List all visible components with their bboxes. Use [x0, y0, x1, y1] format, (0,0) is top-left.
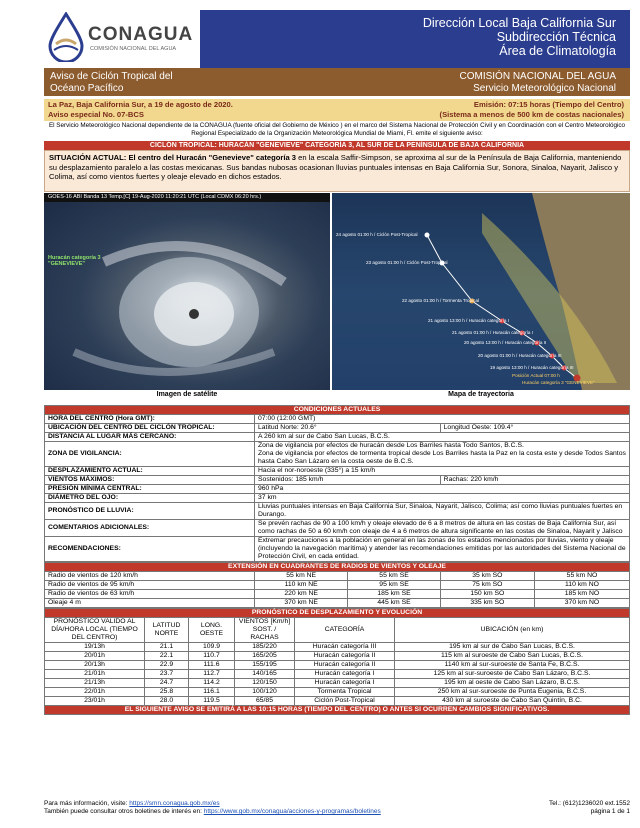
column-header: PRONÓSTICO VALIDO AL DÍA/HORA LOCAL (TIEMPO DEL CENTRO) — [45, 618, 145, 643]
radius-value: 35 km SO — [440, 572, 534, 581]
notice-title-2: Océano Pacífico — [50, 83, 124, 94]
radius-value: 185 km NO — [534, 590, 629, 599]
intro-text: El Servicio Meteorológico Nacional dependiente de la CONAGUA (fuente oficial del Gobierno de México ) en el marco del Sistema Nacional de Protección Civil y en Coordinación con el Centro Meteorológico Regional Especializado de la Organización Meteorológica Mundial de Miami, Fl. emite el siguiente aviso: — [48, 122, 626, 137]
next-notice: EL SIGUIENTE AVISO SE EMITIRÁ A LAS 10:15 HORAS (TIEMPO DEL CENTRO) O ANTES SI OCURREN CAMBIOS SIGNIFICATIVOS. — [45, 706, 630, 715]
forecast-cell: Huracán categoría II — [295, 652, 395, 661]
header-line3: Área de Climatología — [499, 44, 616, 58]
radius-value: 335 km SO — [440, 599, 534, 608]
smn-link[interactable]: https://smn.conagua.gob.mx/es — [129, 800, 220, 807]
conagua-logo — [44, 10, 194, 66]
radii-header: EXTENSIÓN EN CUADRANTES DE RADIOS DE VIENTOS Y OLEAJE — [45, 563, 630, 572]
table-row — [45, 599, 630, 608]
satellite-image — [44, 193, 330, 390]
forecast-cell: 23/01h — [45, 697, 145, 706]
satellite-clouds — [44, 202, 330, 390]
latitude-value: Latitud Norte: 20.6° — [255, 424, 441, 433]
forecast-cell: 125 km al sur-suroeste de Cabo San Lázaro, B.C.S. — [395, 670, 630, 679]
current-situation — [44, 150, 630, 192]
table-row — [45, 643, 630, 652]
radius-label: Oleaje 4 m — [45, 599, 255, 608]
table-row — [45, 424, 630, 433]
radius-label: Radio de vientos de 63 km/h — [45, 590, 255, 599]
radius-value: 445 km SE — [348, 599, 440, 608]
forecast-cell: 112.7 — [189, 670, 235, 679]
forecast-cell: Huracán categoría III — [295, 643, 395, 652]
forecast-cell: 19/13h — [45, 643, 145, 652]
track-point-2: 23 agosto 01:00 h / Ciclón Post-Tropical — [366, 260, 448, 265]
radius-value: 75 km SO — [440, 581, 534, 590]
forecast-cell: Huracán categoría I — [295, 679, 395, 688]
footer-also: También puede consultar otros boletines de interés en: — [44, 808, 204, 815]
forecast-cell: 110.7 — [189, 652, 235, 661]
row-label: VIENTOS MÁXIMOS: — [45, 476, 255, 485]
cyclone-title: CICLÓN TROPICAL: HURACÁN "GENEVIEVE" CATEGORÍA 3, AL SUR DE LA PENÍNSULA DE BAJA CALIFORNIA — [44, 141, 630, 150]
column-header: LONG. OESTE — [189, 618, 235, 643]
radius-value: 55 km NE — [255, 572, 348, 581]
table-row — [45, 520, 630, 537]
forecast-cell: Huracán categoría II — [295, 661, 395, 670]
forecast-cell: 250 km al sur-suroeste de Punta Eugenia, B.C.S. — [395, 688, 630, 697]
page-number: página 1 de 1 — [590, 808, 630, 815]
forecast-cell: 120/150 — [235, 679, 295, 688]
row-value: A 260 km al sur de Cabo San Lucas, B.C.S. — [255, 433, 630, 442]
forecast-cell: 114.2 — [189, 679, 235, 688]
radius-value: 220 km NE — [255, 590, 348, 599]
table-row — [45, 494, 630, 503]
table-row — [45, 572, 630, 581]
logo-subtext: COMISIÓN NACIONAL DEL AGUA — [90, 46, 177, 52]
row-value: Se prevén rachas de 90 a 100 km/h y oleaje elevado de 6 a 8 metros de altura en las costas de Baja California Sur, así como rachas de 50 a 60 km/h con oleaje de 4 a 6 metros de altura significante en las costas de Sinaloa, Nayarit y Jalisco — [255, 520, 630, 537]
track-point-3: 22 agosto 01:00 h / Tormenta Tropical — [402, 298, 480, 303]
table-row — [45, 467, 630, 476]
conditions-section — [44, 405, 630, 715]
table-row — [45, 537, 630, 562]
column-header: LATITUD NORTE — [145, 618, 189, 643]
situation-text: en la escala Saffir-Simpson, se aproxima al sur de la Península de Baja California, manteniendo su desplazamiento paralelo a las costas mexicanas. Sus bandas nubosas ocasionan lluvias puntuales intensas en Baja California Sur, Sonora, Sinaloa, Nayarit, Jalisco y Colima, así como vientos fuertes y oleaje elevado en dichos estados. — [49, 153, 622, 182]
row-label: PRONÓSTICO DE LLUVIA: — [45, 503, 255, 520]
watch-tropical-storm: Zona de vigilancia por efectos de tormenta tropical desde Los Barriles hasta la Paz en la costa este y desde Todos Santos hasta Cabo San Lázaro en la costa oeste de B.C.S. — [258, 450, 626, 465]
radius-value: 95 km SE — [348, 581, 440, 590]
logo-text: CONAGUA — [88, 24, 194, 45]
row-value: 37 km — [255, 494, 630, 503]
forecast-cell: 1140 km al sur-suroeste de Santa Fe, B.C.S. — [395, 661, 630, 670]
header-line2: Subdirección Técnica — [496, 30, 616, 44]
forecast-cell: 185/220 — [235, 643, 295, 652]
row-label: UBICACIÓN DEL CENTRO DEL CICLÓN TROPICAL: — [45, 424, 255, 433]
row-value: 960 hPa — [255, 485, 630, 494]
track-point-6: 20 agosto 13:00 h / Huracán categoría II — [464, 340, 547, 345]
radius-value: 55 km SE — [348, 572, 440, 581]
forecast-cell: 22.1 — [145, 652, 189, 661]
conditions-header: CONDICIONES ACTUALES — [45, 406, 630, 415]
footer-more: Para más información, visite: — [44, 800, 130, 807]
satellite-stamp: GOES-16 ABI Banda 13 Temp.[C] 19-Aug-2020 11:20:21 UTC (Local CDMX 06:20 hrs.) — [44, 193, 330, 202]
row-value: Hacia el nor-noroeste (335°) a 15 km/h — [255, 467, 630, 476]
radius-value: 370 km NE — [255, 599, 348, 608]
radius-value: 110 km NO — [534, 581, 629, 590]
track-point-5: 21 agosto 01:00 h / Huracán categoría I — [452, 330, 533, 335]
forecast-columns — [45, 618, 630, 643]
forecast-cell: 195 km al sur de Cabo San Lucas, B.C.S. — [395, 643, 630, 652]
system-distance: (Sistema a menos de 500 km de costas nacionales) — [439, 110, 624, 119]
table-row — [45, 433, 630, 442]
table-row — [45, 661, 630, 670]
forecast-cell: 111.6 — [189, 661, 235, 670]
forecast-cell: 22/01h — [45, 688, 145, 697]
forecast-cell: 100/120 — [235, 688, 295, 697]
table-row — [45, 652, 630, 661]
forecast-cell: 155/195 — [235, 661, 295, 670]
table-row — [45, 581, 630, 590]
table-row — [45, 415, 630, 424]
table-row — [45, 679, 630, 688]
satellite-caption: Imagen de satélite — [156, 391, 218, 398]
current-position: Posición Actual 07:00 h — [512, 373, 560, 378]
situation-lead: SITUACIÓN ACTUAL: El centro del Huracán "Genevieve" categoría 3 — [49, 153, 297, 162]
table-row — [45, 503, 630, 520]
table-row — [45, 697, 630, 706]
row-label: ZONA DE VIGILANCIA: — [45, 442, 255, 467]
radius-value: 150 km SO — [440, 590, 534, 599]
radius-value: 110 km NE — [255, 581, 348, 590]
table-row — [45, 670, 630, 679]
forecast-cell: 21/01h — [45, 670, 145, 679]
bulletins-link[interactable]: https://www.gob.mx/conagua/acciones-y-programas/boletines — [203, 808, 381, 815]
forecast-cell: 23.7 — [145, 670, 189, 679]
track-point-1: 24 agosto 01:00 h / Ciclón Post-Tropical — [336, 232, 418, 237]
row-label: DISTANCIA AL LUGAR MÁS CERCANO: — [45, 433, 255, 442]
conagua-drop-icon — [46, 12, 86, 62]
radii-table — [44, 562, 630, 608]
forecast-table — [44, 608, 630, 715]
forecast-cell: 165/205 — [235, 652, 295, 661]
forecast-cell: 28.0 — [145, 697, 189, 706]
wind-gusts: Rachas: 220 km/h — [440, 476, 629, 485]
table-row — [45, 485, 630, 494]
forecast-cell: 22.9 — [145, 661, 189, 670]
forecast-cell: 25.8 — [145, 688, 189, 697]
forecast-cell: 20/13h — [45, 661, 145, 670]
column-header: UBICACIÓN (en km) — [395, 618, 630, 643]
forecast-cell: 65/85 — [235, 697, 295, 706]
trajectory-map-graphic — [332, 193, 630, 390]
row-value: Lluvias puntuales intensas en Baja California Sur, Sinaloa, Nayarit, Jalisco, Colima; así como lluvias puntuales fuertes en Durango. — [255, 503, 630, 520]
row-label: DESPLAZAMIENTO ACTUAL: — [45, 467, 255, 476]
radius-value: 55 km NO — [534, 572, 629, 581]
header-line1: Dirección Local Baja California Sur — [422, 16, 616, 30]
forecast-cell: 109.9 — [189, 643, 235, 652]
track-point-7: 20 agosto 01:00 h / Huracán categoría III — [478, 353, 562, 358]
table-row — [45, 688, 630, 697]
watch-hurricane: Zona de vigilancia por efectos de huracán desde Los Barriles hasta Todo Santos, B.C.S. — [258, 442, 524, 449]
forecast-cell: Huracán categoría I — [295, 670, 395, 679]
forecast-cell: Ciclón Post-Tropical — [295, 697, 395, 706]
map-caption: Mapa de trayectoria — [448, 391, 514, 398]
radius-value: 185 km SE — [348, 590, 440, 599]
forecast-cell: 195 km al oeste de Cabo San Lázaro, B.C.S. — [395, 679, 630, 688]
place-date: La Paz, Baja California Sur, a 19 de agosto de 2020. — [48, 100, 233, 109]
notice-banner — [44, 68, 630, 96]
forecast-header: PRONÓSTICO DE DESPLAZAMIENTO Y EVOLUCIÓN — [45, 609, 630, 618]
track-point-8: 19 agosto 13:00 h / Huracán categoría III — [490, 365, 574, 370]
forecast-cell: 115 km al suroeste de Cabo San Lucas, B.C.S. — [395, 652, 630, 661]
notice-number: Aviso especial No. 07-BCS — [48, 110, 144, 119]
notice-title-1: Aviso de Ciclón Tropical del — [50, 71, 173, 82]
forecast-cell: 140/165 — [235, 670, 295, 679]
track-point-4: 21 agosto 13:00 h / Huracán categoría I — [428, 318, 509, 323]
row-label: DIÁMETRO DEL OJO: — [45, 494, 255, 503]
forecast-cell: Tormenta Tropical — [295, 688, 395, 697]
radius-value: 370 km NO — [534, 599, 629, 608]
forecast-cell: 21/13h — [45, 679, 145, 688]
emission-time: Emisión: 07:15 horas (Tiempo del Centro) — [473, 100, 624, 109]
footer — [44, 800, 630, 816]
satellite-label: Huracán categoría 3 "GENEVIEVE" — [48, 255, 101, 267]
agency-name: COMISIÓN NACIONAL DEL AGUA — [459, 71, 616, 82]
footer-phone: Tel.: (612)1236020 ext.1552 — [549, 800, 630, 807]
row-value: 07:00 (12:00 GMT) — [255, 415, 630, 424]
sustained-wind: Sostenidos: 185 km/h — [255, 476, 441, 485]
column-header: CATEGORÍA — [295, 618, 395, 643]
radius-label: Radio de vientos de 120 km/h — [45, 572, 255, 581]
table-row — [45, 590, 630, 599]
row-label: PRESIÓN MÍNIMA CENTRAL: — [45, 485, 255, 494]
agency-service: Servicio Meteorológico Nacional — [473, 83, 616, 94]
current-position-label: Huracán categoría 3 "GENEVIEVE" — [522, 380, 595, 385]
forecast-cell: 20/01h — [45, 652, 145, 661]
column-header: VIENTOS [Km/h] SOST. / RACHAS — [235, 618, 295, 643]
table-row — [45, 476, 630, 485]
row-value: Extremar precauciones a la población en general en las zonas de los estados mencionados por lluvias, viento y oleaje (incluyendo la navegación marítima) y atender las recomendaciones emitidas por las autoridades del Sistema Nacional de Protección Civil, en cada entidad. — [255, 537, 630, 562]
forecast-cell: 119.5 — [189, 697, 235, 706]
trajectory-map — [332, 193, 630, 390]
row-label: HORA DEL CENTRO (Hora GMT): — [45, 415, 255, 424]
row-value — [255, 442, 630, 467]
header-banner — [200, 10, 630, 70]
forecast-cell: 24.7 — [145, 679, 189, 688]
forecast-cell: 116.1 — [189, 688, 235, 697]
conditions-table — [44, 405, 630, 562]
radius-label: Radio de vientos de 95 km/h — [45, 581, 255, 590]
longitude-value: Longitud Oeste: 109.4° — [440, 424, 629, 433]
issue-bar — [44, 99, 630, 121]
row-label: RECOMENDACIONES: — [45, 537, 255, 562]
row-label: COMENTARIOS ADICIONALES: — [45, 520, 255, 537]
table-row — [45, 442, 630, 467]
forecast-cell: 21.1 — [145, 643, 189, 652]
forecast-cell: 430 km al suroeste de Cabo San Quintín, B.C. — [395, 697, 630, 706]
